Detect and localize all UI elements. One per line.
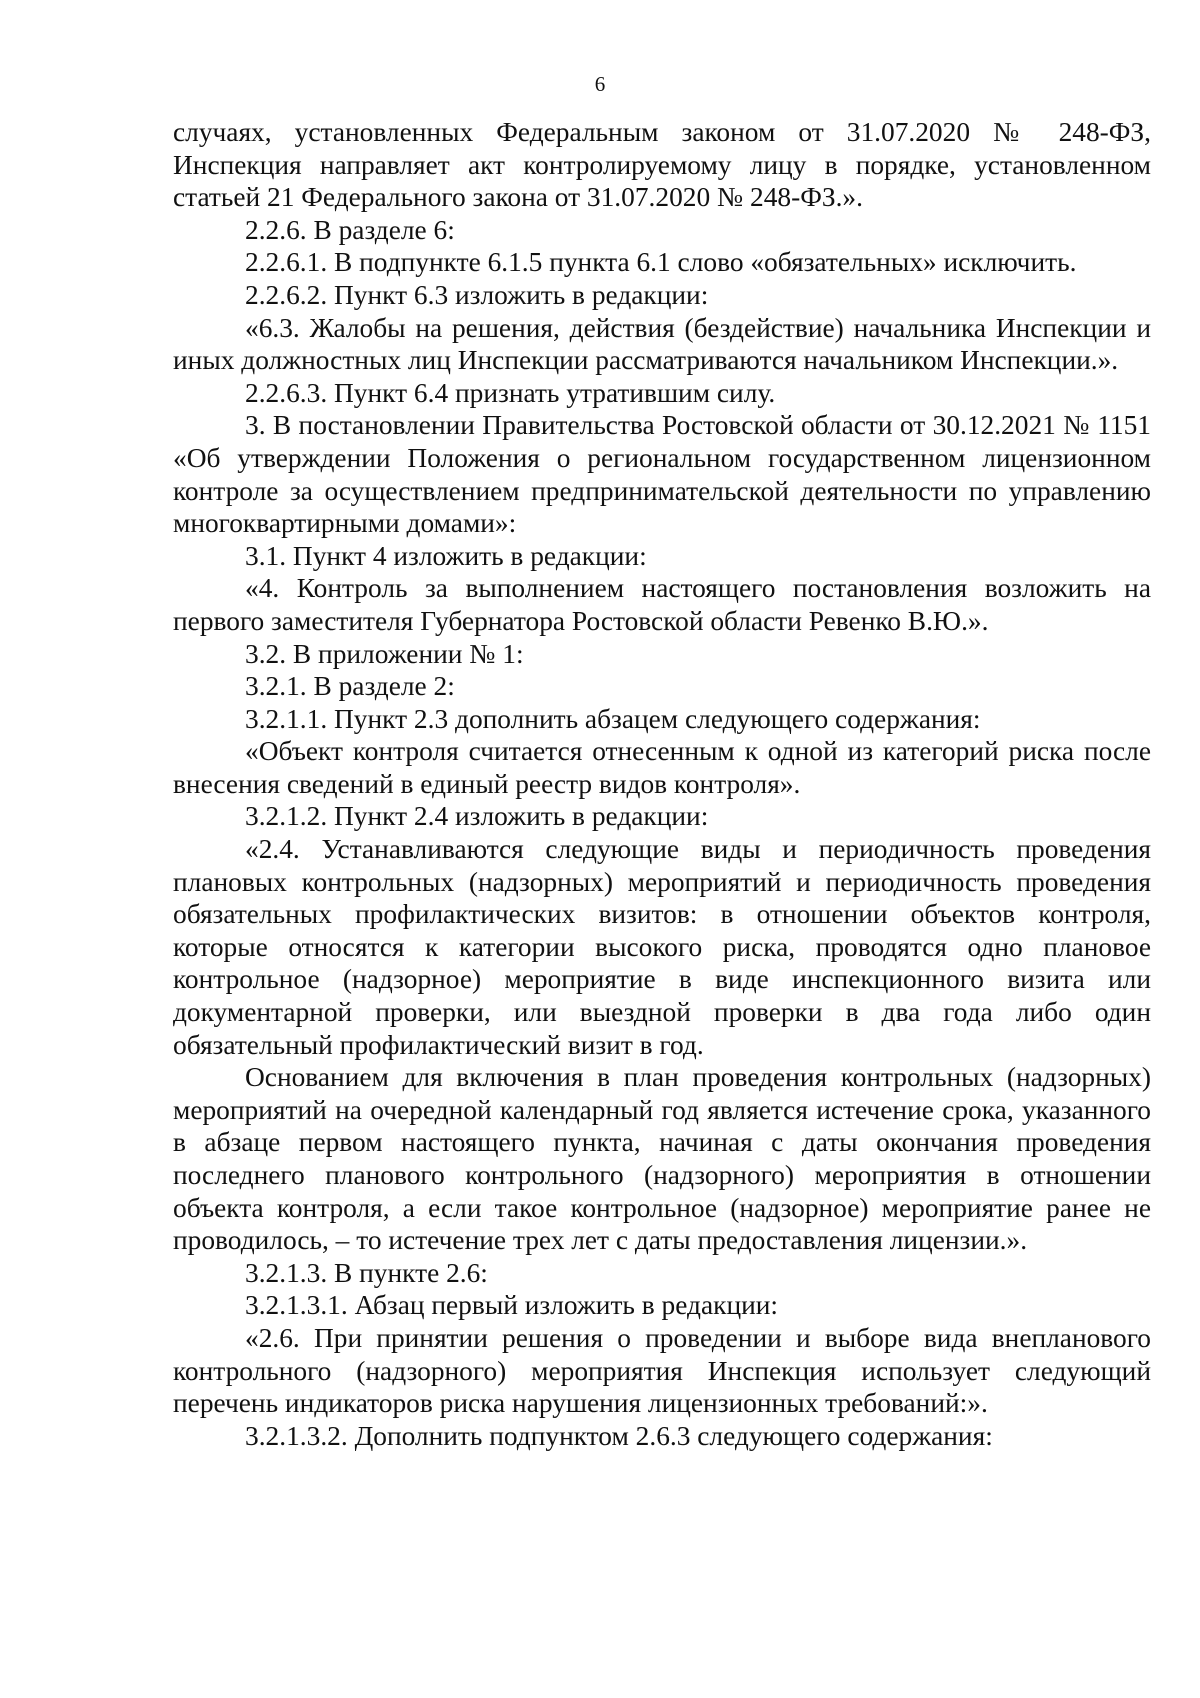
paragraph: 2.2.6.1. В подпункте 6.1.5 пункта 6.1 слово «обязательных» исключить. (245, 247, 1077, 278)
paragraph: «6.3. Жалобы на решения, действия (бездействие) начальника Инспекции и иных должностных лиц Инспекции рассматриваются начальником Инспекции.». (173, 312, 1151, 376)
paragraph: «2.6. При принятии решения о проведении и выборе вида внепланового контрольного (надзорного) мероприятия Инспекция использует следующий перечень индикаторов риска нарушения лицензионных требований:». (173, 1322, 1151, 1419)
paragraph: «4. Контроль за выполнением настоящего постановления возложить на первого заместителя Губернатора Ростовской области Ревенко В.Ю.». (173, 573, 1151, 636)
paragraph: 2.2.6.2. Пункт 6.3 изложить в редакции: (245, 279, 709, 310)
paragraph: 3.2. В приложении № 1: (245, 638, 524, 669)
document-body (173, 116, 1151, 1452)
paragraph: 3.2.1.3.2. Дополнить подпунктом 2.6.3 следующего содержания: (245, 1420, 993, 1451)
paragraph: 3.1. Пункт 4 изложить в редакции: (245, 540, 647, 571)
paragraph: 2.2.6. В разделе 6: (245, 214, 455, 245)
paragraph: 3.2.1.1. Пункт 2.3 дополнить абзацем следующего содержания: (245, 703, 981, 734)
paragraph: 3. В постановлении Правительства Ростовской области от 30.12.2021 № 1151 «Об утверждении Положения о региональном государственном лицензионном контроле за осуществлением предпринимательской деятельности по управлению многоквартирными домами»: (173, 410, 1151, 539)
paragraph: случаях, установленных Федеральным законом от 31.07.2020 № 248-ФЗ, Инспекция направляет акт контролируемому лицу в порядке, установленном статьей 21 Федерального закона от 31.07.2020 № 248-ФЗ.». (173, 117, 1151, 213)
paragraph: 2.2.6.3. Пункт 6.4 признать утратившим силу. (245, 377, 776, 408)
paragraph: 3.2.1.2. Пункт 2.4 изложить в редакции: (245, 801, 709, 832)
paragraph: «2.4. Устанавливаются следующие виды и периодичность проведения плановых контрольных (надзорных) мероприятий и периодичность проведения обязательных профилактических визитов: в отношении объектов контроля, которые относятся к категории высокого риска, проводятся одно плановое контрольное (надзорное) мероприятие в виде инспекционного визита или документарной проверки, или выездной проверки в два года либо один обязательный профилактический визит в год. (173, 834, 1151, 1060)
paragraph: 3.2.1.3.1. Абзац первый изложить в редакции: (245, 1290, 779, 1321)
page-number: 6 (594, 72, 606, 96)
paragraph: 3.2.1.3. В пункте 2.6: (245, 1257, 488, 1288)
paragraph: 3.2.1. В разделе 2: (245, 671, 455, 702)
paragraph: «Объект контроля считается отнесенным к одной из категорий риска после внесения сведений в единый реестр видов контроля». (173, 736, 1151, 799)
paragraph: Основанием для включения в план проведения контрольных (надзорных) мероприятий на очередной календарный год является истечение срока, указанного в абзаце первом настоящего пункта, начиная с даты окончания проведения последнего планового контрольного (надзорного) мероприятия в отношении объекта контроля, а если такое контрольное (надзорное) мероприятие ранее не проводилось, – то истечение трех лет с даты предоставления лицензии.». (173, 1062, 1151, 1256)
